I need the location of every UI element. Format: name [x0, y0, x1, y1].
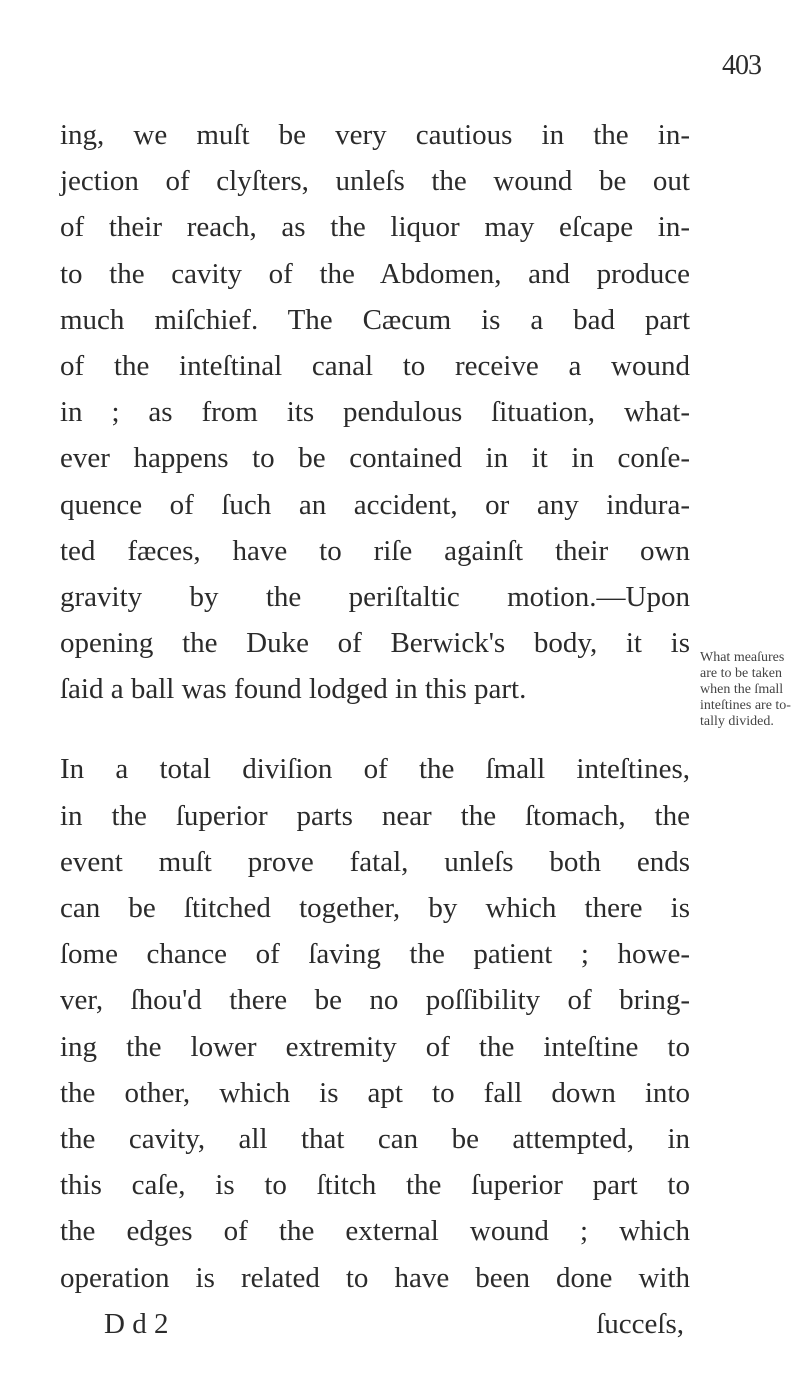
- margin-note: [700, 650, 796, 730]
- text-line: the cavity, all that can be attempted, in: [60, 1122, 690, 1155]
- text-line: ing the lower extremity of the inteſtine to: [60, 1030, 690, 1063]
- margin-note-line: What meaſures: [700, 650, 785, 665]
- text-line: in ; as from its pendulous ſituation, what-: [60, 396, 690, 429]
- text-line: can be ſtitched together, by which there is: [60, 892, 690, 924]
- paragraph-2: [60, 746, 690, 1300]
- body-text: [60, 112, 690, 1347]
- paragraph-1: [60, 112, 690, 712]
- text-line: quence of ſuch an accident, or any indura-: [60, 488, 690, 521]
- text-line: operation is related to have been done with: [60, 1261, 690, 1294]
- page-number: 403: [722, 50, 761, 81]
- text-line: of their reach, as the liquor may eſcape in-: [60, 211, 690, 244]
- margin-note-line: are to be taken: [700, 666, 783, 681]
- text-line: ing, we muſt be very cautious in the in-: [60, 119, 690, 151]
- text-line: ſaid a ball was found lodged in this part.: [60, 673, 527, 706]
- signature-mark: D d 2: [104, 1307, 169, 1340]
- text-line: this caſe, is to ſtitch the ſuperior part to: [60, 1169, 690, 1202]
- text-line: in the ſuperior parts near the ſtomach, the: [60, 799, 690, 832]
- text-line: opening the Duke of Berwick's body, it is: [60, 627, 690, 660]
- text-line: gravity by the periſtaltic motion.—Upon: [60, 580, 690, 613]
- text-line: to the cavity of the Abdomen, and produce: [60, 257, 690, 290]
- catchword: ſucceſs,: [596, 1307, 684, 1340]
- text-line: of the inteſtinal canal to receive a wound: [60, 349, 690, 382]
- text-line: jection of clyſters, unleſs the wound be out: [60, 165, 690, 198]
- paragraph-gap: [60, 712, 690, 746]
- text-line: ever happens to be contained in it in conſe-: [60, 442, 690, 475]
- footer-line: [60, 1301, 690, 1347]
- text-line: ted fæces, have to riſe againſt their own: [60, 534, 690, 567]
- text-line: the other, which is apt to fall down into: [60, 1076, 690, 1109]
- margin-note-line: tally divided.: [700, 714, 774, 729]
- text-line: event muſt prove fatal, unleſs both ends: [60, 845, 690, 878]
- text-line: In a total diviſion of the ſmall inteſtines,: [60, 753, 690, 786]
- text-line: much miſchief. The Cæcum is a bad part: [60, 303, 690, 336]
- text-line: the edges of the external wound ; which: [60, 1215, 690, 1248]
- margin-note-line: when the ſmall: [700, 682, 784, 697]
- text-line: ſome chance of ſaving the patient ; howe-: [60, 938, 690, 971]
- margin-note-line: inteſtines are to-: [700, 698, 791, 713]
- text-line: ver, ſhou'd there be no poſſibility of bring-: [60, 984, 690, 1017]
